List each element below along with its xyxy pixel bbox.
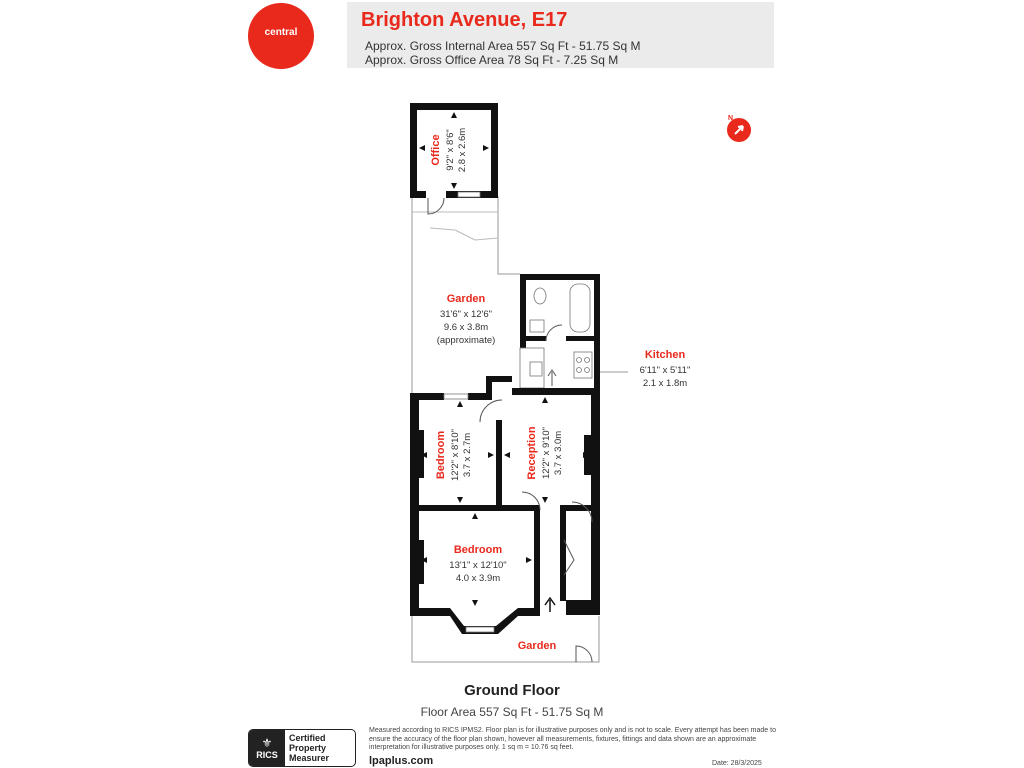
rics-word: RICS [256,750,278,760]
basin-icon [530,320,544,332]
kitchen-name: Kitchen [644,349,686,361]
bedroom-front-name: Bedroom [453,544,503,556]
bedroom-front-metric: 4.0 x 3.9m [455,573,501,584]
sink-icon [530,362,542,376]
bay-window-icon [466,627,494,632]
gross-internal-area: Approx. Gross Internal Area 557 Sq Ft - 51.75 Sq M [365,39,641,53]
floor-title: Ground Floor [464,682,560,699]
bedroom-rear-metric: 3.7 x 2.7m [462,432,473,478]
kitchen-metric: 2.1 x 1.8m [642,378,688,389]
office-name: Office [430,134,442,166]
rics-emblem [249,730,285,766]
garden-rear-metric: 9.6 x 3.8m [443,322,489,333]
front-gate-icon [576,646,592,662]
office-imperial: 9'2" x 8'6" [445,129,456,171]
reception-imperial: 12'2" x 9'10" [541,426,552,480]
rics-crest-icon: ⚜ [261,736,273,750]
reception-door-icon [480,400,502,422]
kitchen-imperial: 6'11" x 5'11" [639,365,691,376]
north-arrow-icon [723,113,753,143]
rics-certification: Certified Property Measurer [289,733,330,763]
kitchen-arrow-icon [548,370,556,386]
compass-label: N [728,115,734,122]
gross-office-area: Approx. Gross Office Area 78 Sq Ft - 7.25 Sq M [365,53,619,67]
brand-logo-text: central [264,27,298,38]
bath-icon [570,284,590,332]
hob-icon [574,352,592,378]
bathroom-kitchen-walls [520,274,600,394]
bedroom-rear-name: Bedroom [435,430,447,480]
entrance-arrow-icon [545,598,555,612]
rics-badge [248,729,356,767]
plan-date: Date: 28/3/2025 [712,760,762,767]
page-title: Brighton Avenue, E17 [361,9,568,31]
reception-metric: 3.7 x 3.0m [553,430,564,476]
bathroom-door-icon [546,325,562,341]
website-link[interactable]: lpaplus.com [369,755,434,767]
garden-front-name: Garden [517,640,557,652]
toilet-icon [534,288,546,304]
reception-name: Reception [526,426,538,480]
disclaimer-text: Measured according to RICS IPMS2. Floor plan is for illustrative purposes only and is not to scale. Every attempt has been made to ensure the accuracy of the floor plan shown, however all measurements, fixtures, fittings and data shown are an approximate interpretation for illustrative purposes only. 1 sq m = 10.76 sq feet. [369,727,776,751]
bedroom-rear-imperial: 12'2" x 8'10" [450,428,461,482]
bedroom-rear-window-icon [444,394,468,399]
garden-rear-name: Garden [446,293,486,305]
garden-rear-note: (approximate) [436,335,496,346]
office-window-icon [458,192,480,197]
office-metric: 2.8 x 2.6m [457,127,468,173]
house-walls [410,376,600,662]
garden-rear-imperial: 31'6" x 12'6" [439,309,493,320]
site-outline [412,196,599,662]
floor-area: Floor Area 557 Sq Ft - 51.75 Sq M [420,705,604,719]
bedroom-front-imperial: 13'1" x 12'10" [449,560,507,571]
